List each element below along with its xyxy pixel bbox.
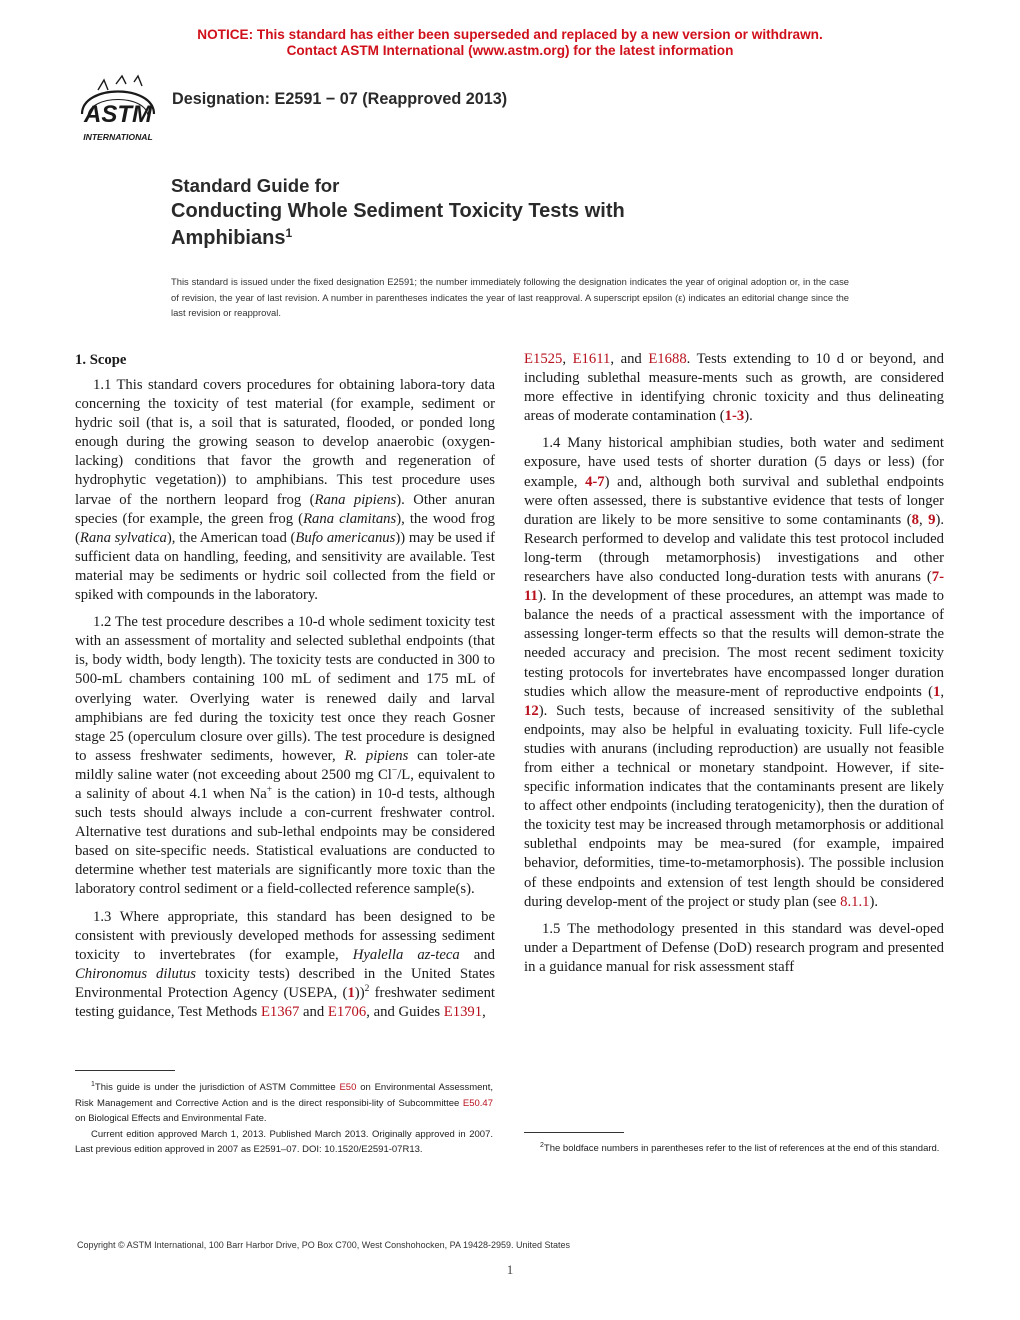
p1-3-text-g: , and Guides	[366, 1004, 444, 1020]
fn1-text-c: on Biological Effects and Environmental Fate.	[75, 1113, 267, 1124]
p1-1-text-e: )) may be used if sufficient data on handling, feeding, and sensitivity are available. Test material may be sediments or hydric soil collected from the field or spiked with compounds in the laboratory.	[75, 529, 495, 604]
p1-3-text-l: ).	[744, 408, 753, 425]
species-hyalella-azteca: Hyalella az-teca	[352, 946, 460, 963]
link-e50[interactable]: E50	[339, 1082, 357, 1093]
copyright-line: Copyright © ASTM International, 100 Barr Harbor Drive, PO Box C700, West Conshohocken, PA 19428-2959. United States	[77, 1240, 571, 1250]
document-title	[171, 174, 931, 252]
p1-3-text-k: . Tests extending to 10 d or beyond, and including sublethal measure-ments such as growth, are considered more effective in identifying chronic toxicity and thus delineating areas of moderate contamination (	[524, 351, 944, 425]
p1-2-text-a: 1.2 The test procedure describes a 10-d whole sediment toxicity test with an assessment of mortality and selected sublethal endpoints (that is, body width, body length). The toxicity tests are conducted in 300 to 500-mL chambers containing 100 mL of sediment and 175 mL of overlying water. Overlying water is renewed daily and larval amphibians are fed during the toxicity test once they reach Gosner stage 25 (operculum closure over gills). The test procedure is designed to assess freshwater sediments, however,	[75, 614, 495, 764]
p1-3-text-b: and	[459, 946, 495, 963]
p1-4-text-h: ).	[869, 893, 879, 910]
species-chironomus-dilutus: Chironomus dilutus	[75, 965, 196, 982]
species-r-pipiens: R. pipiens	[344, 747, 409, 764]
footnote-2-marker: 2	[540, 1142, 544, 1149]
footnote-2-mark: 2	[364, 983, 370, 994]
notice-line-1: NOTICE: This standard has either been superseded and replaced by a new version or withdrawn.	[197, 27, 823, 42]
paragraph-1-5: 1.5 The methodology presented in this standard was devel-oped under a Department of Defense (DoD) research program and presented in a guidance manual for risk assessment staff	[524, 920, 944, 975]
footnote-1-p1	[75, 1080, 493, 1127]
p1-4-text-a: 1.4 Many historical amphibian studies, both water and sediment exposure, have used tests of shorter duration (5 days or less) (for example,	[524, 435, 944, 490]
link-e50-47[interactable]: E50.47	[462, 1097, 493, 1109]
species-rana-clamitans: Rana clamitans	[303, 510, 397, 527]
fn1-text-b: on Environmental Assessment, Risk Management and Corrective Action and is the direct responsibi-lity of Subcommittee	[75, 1082, 493, 1109]
title-line-1: Standard Guide for	[171, 175, 340, 196]
link-e1706[interactable]: E1706	[327, 1004, 367, 1020]
p1-1-text-a: 1.1 This standard covers procedures for obtaining labora-tory data concerning the toxicity of test material (for example, sediment or hydric soil (that is, a soil that is saturated, flooded, or ponded long enough during the growing season to develop anaerobic (oxygen-lacking) conditions that favor the growth and regeneration of hydrophytic vegetation)) to amphibians. This test procedure uses larvae of the northern leopard frog (	[75, 377, 495, 508]
p1-2-text-b: can toler-ate mildly saline water (not exceeding about 2500 mg Cl	[75, 747, 495, 783]
link-e1525[interactable]: E1525	[524, 351, 563, 367]
footnote-2-p1	[524, 1141, 944, 1157]
link-e1391[interactable]: E1391	[443, 1004, 483, 1020]
astm-logo	[74, 70, 164, 146]
p1-3-text-f: and	[299, 1004, 328, 1020]
chloride-superscript: −	[391, 765, 398, 776]
footnote-1-p2: Current edition approved March 1, 2013. Published March 2013. Originally approved in 2007. Last previous edition approved in 2007 as E2591–07. DOI: 10.1520/E2591-07R13.	[75, 1128, 493, 1155]
p1-2-text-c: /L, equivalent to a salinity of about 4.1 when Na	[75, 766, 495, 802]
p1-4-text-e: ). In the development of these procedures, an attempt was made to balance the needs of a practical assessment with the importance of assessing longer-term effects so that the results will demon-strate the needed accuracy and precision. The most recent sediment toxicity testing protocols for invertebrates have encompassed longer duration studies which allow the measure-ment of reproductive endpoints (	[524, 588, 944, 700]
p1-4-text-g: ). Such tests, because of increased sensitivity of the sublethal endpoints, may also be helpful in evaluating toxicity. Full life-cycle studies with anurans (including reproduction) are usually not feasible from either a technical or monetary standpoint. However, if site-specific information indicates that the contaminants present are likely to affect other endpoints (including teratogenicity), then the duration of the toxicity test may be increased through metamorphosis or additional sublethal endpoints may be mea-sured (for example, impaired behavior, deformities, time-to-metamorphosis). The possible inclusion of these endpoints and extension of test length should be considered during develop-ment of the project or study plan (see	[524, 702, 944, 910]
link-e1611[interactable]: E1611	[572, 351, 611, 367]
paragraph-1-3	[75, 908, 495, 1023]
reference-link-7-11[interactable]: 7-11	[524, 569, 944, 605]
title-line-3-text: Amphibians	[171, 227, 286, 249]
p1-3-text-c: toxicity tests) described in the United States Environmental Protection Agency (USEPA, (	[75, 965, 496, 1001]
reference-link-4-7[interactable]: 4-7	[585, 473, 605, 490]
p1-4-text-f: ,	[940, 683, 944, 700]
page-number: 1	[506, 1262, 514, 1277]
p1-1-text-b: ). Other anuran species (for example, the green frog (	[75, 491, 495, 527]
p1-1-text-d: ), the American toad (	[166, 529, 296, 546]
notice-line-2: Contact ASTM International (www.astm.org) for the latest information	[286, 43, 734, 58]
fn1-text-a: This guide is under the jurisdiction of ASTM Committee	[94, 1082, 340, 1093]
paragraph-1-4	[524, 434, 944, 911]
reference-link-9[interactable]: 9	[928, 511, 936, 528]
reference-link-1[interactable]: 1	[347, 984, 355, 1001]
link-e1367[interactable]: E1367	[260, 1004, 300, 1020]
footnote-2	[524, 1141, 944, 1157]
reference-link-8[interactable]: 8	[911, 511, 919, 528]
species-rana-sylvatica: Rana sylvatica	[79, 529, 167, 546]
designation: Designation: E2591 − 07 (Reapproved 2013)	[172, 90, 508, 108]
p1-3-text-e: freshwater sediment testing guidance, Test Methods	[75, 984, 495, 1020]
reference-link-1b[interactable]: 1	[932, 683, 941, 700]
issued-note: This standard is issued under the fixed designation E2591; the number immediately following the designation indicates the year of original adoption or, in the case of revision, the year of last revision. A number in parentheses indicates the year of last reapproval. A superscript epsilon (ε) indicates an editorial change since the last revision or reapproval.	[171, 276, 849, 318]
link-section-8-1-1[interactable]: 8.1.1	[840, 893, 870, 910]
reference-link-1-3[interactable]: 1-3	[724, 408, 745, 425]
p1-4-text-b: ) and, although both survival and sublethal endpoints were often assessed, there is substantive evidence that tests of longer duration are likely to be more sensitive to some contaminants (	[524, 473, 945, 528]
logo-label: INTERNATIONAL	[83, 132, 153, 142]
footnote-1	[75, 1080, 493, 1158]
title-line-3	[171, 225, 931, 252]
section-heading-scope: 1. Scope	[75, 352, 127, 368]
p1-1-text-c: ), the wood frog (	[75, 510, 495, 546]
logo-letters: ASTM	[84, 101, 152, 128]
title-line-2: Conducting Whole Sediment Toxicity Tests with	[171, 200, 625, 222]
notice-banner	[0, 27, 1020, 59]
p1-2-text-d: is the cation) in 10-d tests, although such tests should always include a con-current freshwater control. Alternative test durations and sub-lethal endpoints may be considered based on site-specific needs. Statistical evaluations are conducted to determine whether test materials are significantly more toxic than the laboratory control sediment or a field-collected reference sample(s).	[75, 785, 495, 898]
paragraph-1-1	[75, 376, 495, 605]
species-rana-pipiens: Rana pipiens	[314, 491, 397, 508]
p1-4-text-d: ). Research performed to develop and validate this test protocol included long-term (through metamorphosis) investigations and other researchers have also conducted long-duration tests with anurans (	[524, 511, 945, 586]
reference-link-12[interactable]: 12	[524, 702, 539, 719]
column-right	[524, 350, 944, 985]
footnote-1-mark: 1	[91, 1081, 95, 1088]
footnote-rule-right	[524, 1132, 624, 1133]
title-footnote-mark: 1	[285, 226, 293, 240]
p1-3-text-j: , and	[610, 351, 649, 367]
paragraph-1-3-continued	[524, 350, 944, 426]
p1-3-text-i: ,	[562, 351, 573, 367]
link-e1688[interactable]: E1688	[648, 351, 687, 367]
p1-3-text-a: 1.3 Where appropriate, this standard has been designed to be consistent with previously developed methods for assessing sediment toxicity to invertebrates (for example,	[75, 908, 495, 963]
p1-3-text-h: ,	[482, 1004, 486, 1020]
p1-3-text-d: ))	[354, 984, 365, 1001]
sodium-superscript: +	[266, 784, 273, 795]
p1-4-text-c: ,	[918, 511, 929, 528]
fn2-text: The boldface numbers in parentheses refer to the list of references at the end of this standard.	[543, 1143, 940, 1154]
footnote-rule-left	[75, 1070, 175, 1071]
column-left	[75, 350, 495, 1030]
species-bufo-americanus: Bufo americanus	[295, 529, 396, 546]
paragraph-1-2	[75, 613, 495, 899]
